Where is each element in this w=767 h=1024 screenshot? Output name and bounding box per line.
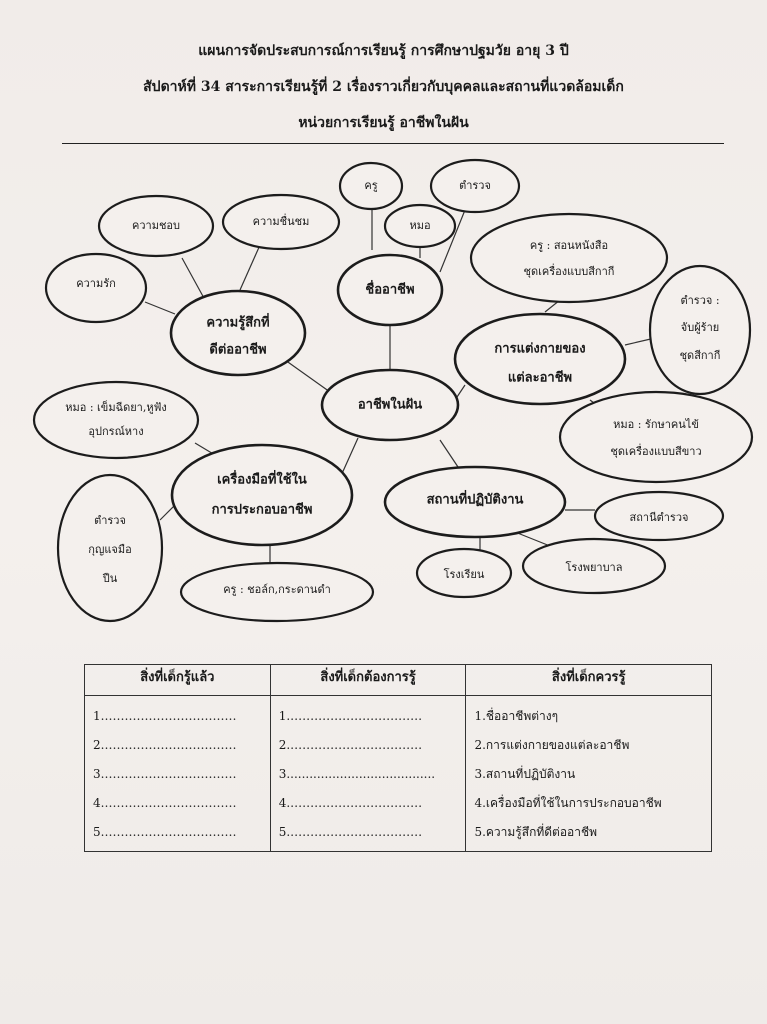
tools-branch-label-1: เครื่องมือที่ใช้ใน [217, 472, 307, 488]
feeling-like-label: ความชอบ [131, 219, 181, 232]
dress-police-node [650, 266, 750, 394]
header-divider [62, 143, 724, 144]
tools-police-node [58, 475, 162, 621]
dress-teacher-label-1: ครู : สอนหนังสือ [529, 239, 609, 252]
feeling-branch-label-2: ดีต่ออาชีพ [209, 342, 267, 358]
tools-police-label-1: ตำรวจ [94, 514, 126, 527]
tools-teacher-node [181, 563, 373, 621]
place-hospital-label: โรงพยาบาล [565, 561, 623, 574]
place-branch-label: สถานที่ปฏิบัติงาน [426, 492, 524, 508]
table-header-row [85, 665, 712, 696]
list-item: 3.สถานที่ปฏิบัติงาน [474, 767, 576, 781]
col-want-header: สิ่งที่เด็กต้องการรู้ [270, 665, 466, 696]
place-hospital-node [523, 539, 665, 593]
feeling-admire-node [223, 195, 339, 249]
list-item: 1.…………………………… [278, 709, 423, 723]
learning-table [84, 664, 712, 852]
list-item: 3....................................... [278, 767, 436, 781]
list-item: 3.…………………………… [93, 767, 237, 781]
mind-map [0, 150, 767, 630]
place-branch-node [385, 467, 565, 537]
list-item: 5.ความรู้สึกที่ดีต่ออาชีพ [474, 825, 598, 839]
tools-police-label-3: ปืน [102, 572, 118, 585]
list-item: 1.ชื่ออาชีพต่างๆ [474, 709, 559, 723]
col-should-cell [466, 696, 712, 852]
dress-doctor-label-2: ชุดเครื่องแบบสีขาว [610, 445, 702, 458]
week-subtitle: สัปดาห์ที่ 34 สาระการเรียนรู้ที่ 2 เรื่องราวเกี่ยวกับบุคคลและสถานที่แวดล้อมเด็ก [143, 79, 624, 95]
col-known-cell [85, 696, 271, 852]
list-item: 1.…………………………… [93, 709, 237, 723]
list-item: 5.…………………………… [278, 825, 423, 839]
feeling-love-node [46, 254, 146, 322]
place-station-label: สถานีตำรวจ [629, 511, 689, 524]
feeling-admire-label: ความชื่นชม [252, 215, 310, 228]
list-item: 5.…………………………… [93, 825, 237, 839]
unit-title: หน่วยการเรียนรู้ อาชีพในฝัน [298, 115, 469, 131]
list-item: 2.การแต่งกายของแต่ละอาชีพ [474, 738, 630, 752]
tools-teacher-label: ครู : ชอล์ก,กระดานดำ [223, 583, 331, 596]
dress-teacher-node [471, 214, 667, 302]
list-item: 4.…………………………… [278, 796, 423, 810]
dress-police-label-3: ชุดสีกากี [679, 349, 721, 362]
col-should-header: สิ่งที่เด็กควรรู้ [466, 665, 712, 696]
list-item: 2.…………………………… [278, 738, 423, 752]
name-teacher-label: ครู [364, 179, 378, 192]
list-item: 2.…………………………… [93, 738, 237, 752]
list-item: 4.เครื่องมือที่ใช้ในการประกอบอาชีพ [474, 796, 662, 810]
tools-doctor-label-2: อุปกรณ์หาง [88, 425, 144, 438]
center-node [322, 370, 458, 440]
dress-branch-label-1: การแต่งกายของ [494, 341, 586, 357]
dress-doctor-label-1: หมอ : รักษาคนไข้ [613, 418, 699, 431]
feeling-love-label: ความรัก [76, 277, 116, 290]
col-known-header: สิ่งที่เด็กรู้แล้ว [85, 665, 271, 696]
name-branch-node [338, 255, 442, 325]
place-school-label: โรงเรียน [443, 568, 485, 581]
tools-doctor-node [34, 382, 198, 458]
feeling-like-node [99, 196, 213, 256]
dress-doctor-node [560, 392, 752, 482]
plan-title: แผนการจัดประสบการณ์การเรียนรู้ การศึกษาปฐมวัย อายุ 3 ปี [198, 43, 569, 59]
place-station-node [595, 492, 723, 540]
dress-police-label-2: จับผู้ร้าย [680, 321, 720, 334]
dress-branch-node [455, 314, 625, 404]
table-row [85, 696, 712, 852]
feeling-branch-node [171, 291, 305, 375]
col-want-cell [270, 696, 466, 852]
name-doctor-label: หมอ [409, 219, 431, 232]
list-item: 4.…………………………… [93, 796, 237, 810]
name-branch-label: ชื่ออาชีพ [365, 282, 415, 298]
dress-police-label-1: ตำรวจ : [680, 294, 720, 307]
tools-branch-node [172, 445, 352, 545]
tools-police-label-2: กุญแจมือ [88, 543, 132, 556]
tools-doctor-label-1: หมอ : เข็มฉีดยา,หูฟัง [65, 401, 167, 414]
name-doctor-node [385, 205, 455, 247]
place-school-node [417, 549, 511, 597]
dress-teacher-label-2: ชุดเครื่องแบบสีกากี [523, 265, 615, 278]
name-police-label: ตำรวจ [459, 179, 491, 192]
dress-branch-label-2: แต่ละอาชีพ [507, 370, 573, 386]
feeling-branch-label-1: ความรู้สึกที่ [206, 315, 270, 331]
tools-branch-label-2: การประกอบอาชีพ [211, 502, 313, 518]
name-police-node [431, 160, 519, 212]
center-node-label: อาชีพในฝัน [357, 397, 423, 413]
name-teacher-node [340, 163, 402, 209]
